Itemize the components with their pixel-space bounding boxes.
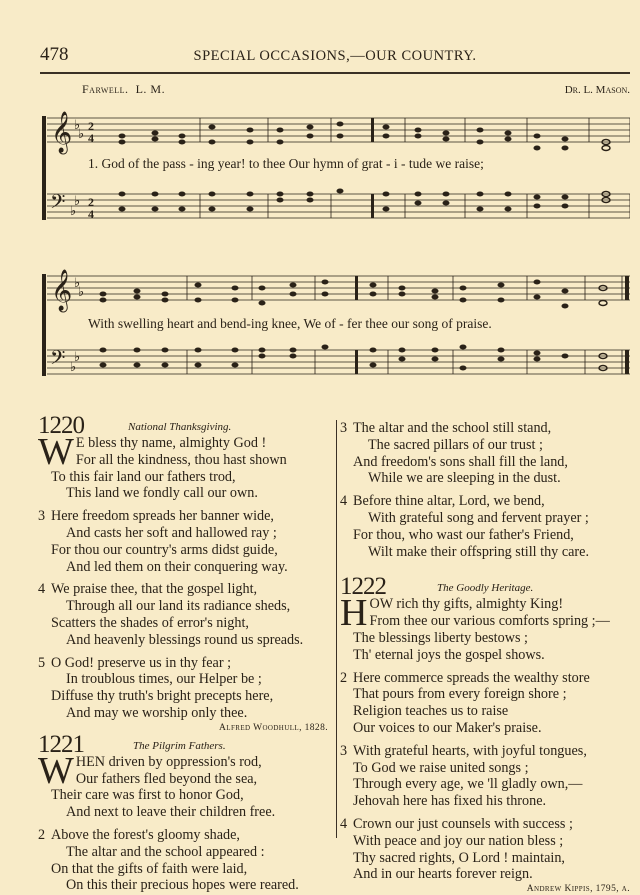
stanza-4 bbox=[340, 493, 636, 560]
verse-line: And in our hearts forever reign. bbox=[353, 866, 533, 883]
hymn-1221 bbox=[38, 730, 334, 894]
svg-text:2: 2 bbox=[88, 195, 94, 209]
hymn-author: Alfred Woodhull, 1828. bbox=[219, 722, 328, 733]
verse-line: Our voices to our Maker's praise. bbox=[353, 719, 542, 736]
stanza-number: 5 bbox=[38, 654, 46, 671]
svg-text:♭: ♭ bbox=[70, 360, 77, 375]
verse-line: Scatters the shades of error's night, bbox=[51, 614, 249, 631]
verse-line: Our fathers fled beyond the sea, bbox=[75, 770, 258, 787]
svg-text:2: 2 bbox=[88, 119, 94, 133]
hymn-title: National Thanksgiving. bbox=[128, 421, 232, 433]
stanza-2 bbox=[340, 670, 636, 737]
verse-line: The sacred pillars of our trust ; bbox=[368, 436, 543, 453]
stanza-1 bbox=[38, 749, 334, 821]
tune-info bbox=[40, 82, 630, 98]
hymn-header bbox=[340, 573, 636, 601]
tune-meter: L. M. bbox=[135, 82, 166, 96]
hymn-header bbox=[38, 412, 334, 439]
stanza-number: 4 bbox=[340, 815, 348, 832]
verse-line: For thou our country's arms didst guide, bbox=[51, 541, 278, 558]
svg-text:4: 4 bbox=[88, 131, 94, 145]
hymn-number: 1220 bbox=[38, 412, 84, 439]
svg-text:♭: ♭ bbox=[78, 127, 85, 142]
verse-line: And heavenly blessings round us spreads. bbox=[66, 631, 304, 648]
header-rule bbox=[40, 72, 630, 74]
verse-line: For thou, who wast our father's Friend, bbox=[353, 526, 574, 543]
right-column bbox=[340, 420, 636, 895]
stanza-3 bbox=[340, 743, 636, 810]
stanza-3 bbox=[340, 420, 636, 487]
music-staff-graphic bbox=[40, 108, 630, 248]
verse-line: With grateful hearts, with joyful tongues, bbox=[353, 742, 587, 759]
stanza-number: 4 bbox=[38, 581, 46, 598]
svg-text:♭: ♭ bbox=[78, 285, 85, 300]
svg-text:𝄞: 𝄞 bbox=[51, 112, 73, 153]
verse-line: From thee our various comforts spring ;— bbox=[369, 613, 610, 630]
verse-line: Wilt make their offspring still thy care. bbox=[368, 543, 589, 560]
stanza-number: 3 bbox=[38, 508, 46, 525]
tune-name bbox=[82, 82, 165, 97]
verse-line: Above the forest's gloomy shade, bbox=[51, 826, 240, 843]
lyrics-line-1: 1. God of the pass - ing year! to thee Our hymn of grat - i - tude we raise; bbox=[88, 156, 484, 171]
svg-text:𝄢: 𝄢 bbox=[50, 346, 66, 374]
stanza-1 bbox=[340, 592, 636, 663]
verse-line: That pours from every foreign shore ; bbox=[353, 686, 567, 703]
lyrics-line-2: With swelling heart and bend-ing knee, We of - fer thee our song of praise. bbox=[88, 316, 492, 331]
verse-line: And casts her soft and hallowed ray ; bbox=[66, 524, 277, 541]
column-divider bbox=[336, 420, 337, 838]
left-column bbox=[38, 412, 334, 894]
verse-line: Jehovah here has fixed his throne. bbox=[353, 793, 547, 810]
svg-text:𝄞: 𝄞 bbox=[51, 270, 73, 311]
verse-line: This land we fondly call our own. bbox=[66, 485, 258, 502]
verse-line: On that the gifts of faith were laid, bbox=[51, 860, 248, 877]
verse-line: And may we worship only thee. bbox=[66, 704, 248, 721]
svg-text:𝄢: 𝄢 bbox=[50, 190, 66, 218]
tune-composer: Dr. L. Mason. bbox=[564, 84, 630, 96]
stanza-4 bbox=[38, 581, 334, 648]
verse-line: Crown our just counsels with success ; bbox=[353, 815, 573, 832]
running-title: SPECIAL OCCASIONS,—OUR COUNTRY. bbox=[193, 48, 477, 64]
stanza-number: 3 bbox=[340, 420, 348, 436]
verse-line: For all the kindness, thou hast shown bbox=[75, 451, 287, 468]
stanza-3 bbox=[38, 508, 334, 575]
svg-text:♭: ♭ bbox=[74, 118, 81, 133]
verse-line: To God we raise united songs ; bbox=[353, 759, 529, 776]
verse-line: To this fair land our fathers trod, bbox=[51, 468, 236, 485]
verse-line: OW rich thy gifts, almighty King! bbox=[369, 596, 564, 613]
verse-line: Their care was first to honor God, bbox=[51, 787, 244, 804]
verse-line: While we are sleeping in the dust. bbox=[368, 470, 561, 487]
verse-line: Here commerce spreads the wealthy store bbox=[353, 669, 590, 686]
verse-line: In troublous times, our Helper be ; bbox=[66, 671, 262, 688]
hymn-1220 bbox=[38, 412, 334, 734]
stanza-number: 2 bbox=[340, 669, 348, 686]
music-system-1 bbox=[40, 108, 630, 248]
verse-line: On this their precious hopes were reared. bbox=[66, 877, 299, 894]
verse-line: And freedom's sons shall fill the land, bbox=[353, 453, 568, 470]
verse-line: With grateful song and fervent prayer ; bbox=[368, 509, 589, 526]
hymn-number: 1222 bbox=[340, 573, 386, 601]
drop-cap: W bbox=[38, 749, 74, 792]
tune-title: Farwell. bbox=[82, 82, 129, 96]
stanza-number: 4 bbox=[340, 493, 348, 510]
verse-line: And next to leave their children free. bbox=[66, 804, 276, 821]
svg-text:♭: ♭ bbox=[74, 276, 81, 291]
verse-line: Diffuse thy truth's bright precepts here, bbox=[51, 688, 274, 705]
hymn-1222 bbox=[340, 573, 636, 895]
svg-text:4: 4 bbox=[88, 207, 94, 221]
verse-line: The altar and the school still stand, bbox=[353, 420, 552, 436]
page-header bbox=[40, 40, 630, 70]
stanza-number: 3 bbox=[340, 742, 348, 759]
music-staff-graphic bbox=[40, 268, 630, 398]
drop-cap: W bbox=[38, 431, 74, 473]
verse-line: The altar and the school appeared : bbox=[66, 843, 265, 860]
verse-line: Religion teaches us to raise bbox=[353, 703, 509, 720]
hymn-title: The Pilgrim Fathers. bbox=[133, 739, 226, 752]
verse-line: And led them on their conquering way. bbox=[66, 558, 288, 575]
stanza-1 bbox=[38, 431, 334, 502]
verse-line: Through all our land its radiance sheds, bbox=[66, 598, 291, 615]
hymn-number: 1221 bbox=[38, 730, 84, 758]
verse-line: The blessings liberty bestows ; bbox=[353, 629, 528, 646]
stanza-5 bbox=[38, 655, 334, 722]
verse-line: Through every age, we 'll gladly own,— bbox=[353, 776, 583, 793]
verse-line: HEN driven by oppression's rod, bbox=[75, 753, 262, 770]
verse-line: Here freedom spreads her banner wide, bbox=[51, 508, 274, 525]
svg-text:♭: ♭ bbox=[74, 194, 81, 209]
stanza-2 bbox=[38, 827, 334, 894]
verse-line: With peace and joy our nation bless ; bbox=[353, 832, 564, 849]
hymn-author: Andrew Kippis, 1795, a. bbox=[526, 884, 630, 895]
verse-line: Thy sacred rights, O Lord ! maintain, bbox=[353, 849, 565, 866]
verse-line: O God! preserve us in thy fear ; bbox=[51, 654, 232, 671]
svg-text:♭: ♭ bbox=[70, 204, 77, 219]
verse-line: Before thine altar, Lord, we bend, bbox=[353, 493, 545, 510]
stanza-4 bbox=[340, 816, 636, 883]
svg-text:♭: ♭ bbox=[74, 350, 81, 365]
verse-line: Th' eternal joys the gospel shows. bbox=[353, 646, 545, 663]
verse-line: We praise thee, that the gospel light, bbox=[51, 581, 258, 598]
hymn-title: The Goodly Heritage. bbox=[437, 582, 534, 595]
verse-line: E bless thy name, almighty God ! bbox=[75, 435, 267, 451]
music-system-2 bbox=[40, 268, 630, 398]
hymn-header bbox=[38, 730, 334, 758]
stanza-number: 2 bbox=[38, 826, 46, 843]
page-number: 478 bbox=[40, 44, 69, 65]
drop-cap: H bbox=[340, 592, 368, 635]
